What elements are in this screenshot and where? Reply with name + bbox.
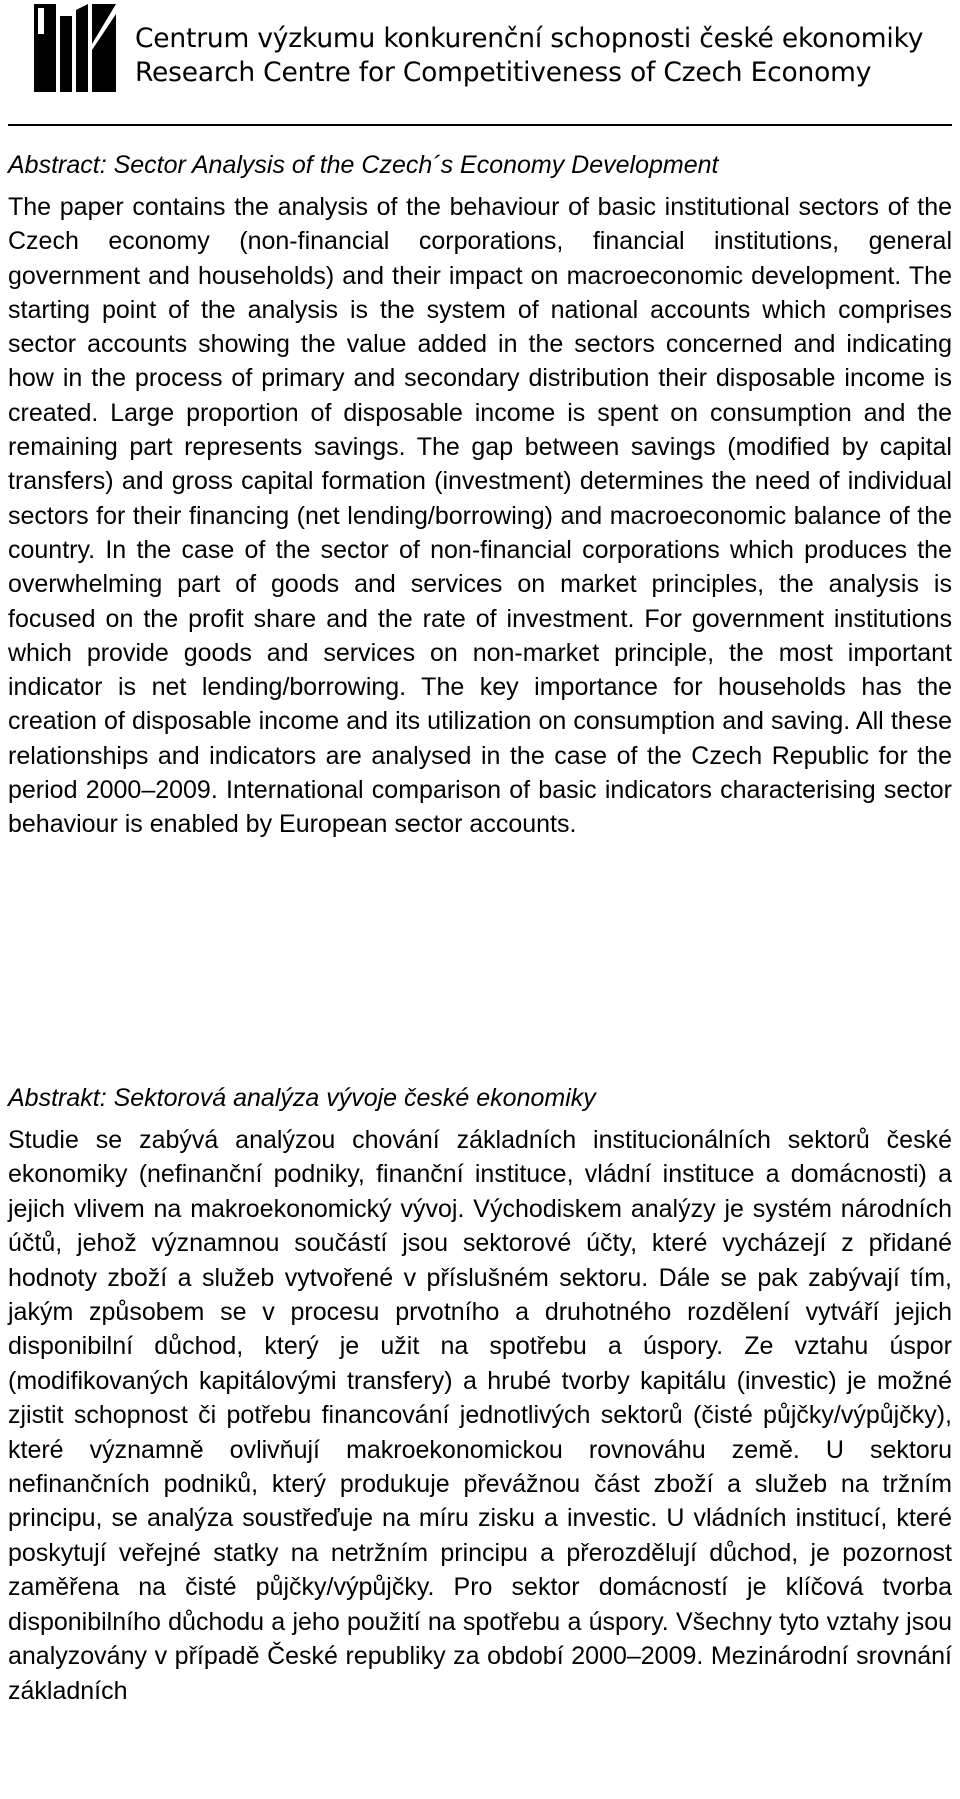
abstract-czech bbox=[8, 1083, 952, 1708]
abstract-english-body: The paper contains the analysis of the behaviour of basic institutional sectors of the Czech economy (non-financial corporations, financial institutions, general government and households) and their impact on macroeconomic development. The starting point of the analysis is the system of national accounts which comprises sector accounts showing the value added in the sectors concerned and indicating how in the process of primary and secondary distribution their disposable income is created. Large proportion of disposable income is spent on consumption and the remaining part represents savings. The gap between savings (modified by capital transfers) and gross capital formation (investment) determines the need of individual sectors for their financing (net lending/borrowing) and macroeconomic balance of the country. In the case of the sector of non-financial corporations which produces the overwhelming part of goods and services on market principles, the analysis is focused on the profit share and the rate of investment. For government institutions which provide goods and services on non-market principle, the most important indicator is net lending/borrowing. The key importance for households has the creation of disposable income and its utilization on consumption and saving. All these relationships and indicators are analysed in the case of the Czech Republic for the period 2000–2009. International comparison of basic indicators characterising sector behaviour is enabled by European sector accounts. bbox=[8, 193, 952, 839]
page-header bbox=[34, 4, 934, 100]
organization-names bbox=[135, 22, 923, 90]
abstract-czech-title: Abstrakt: Sektorová analýza vývoje české ekonomiky bbox=[8, 1084, 596, 1112]
abstract-english-title: Abstract: Sector Analysis of the Czech´s Economy Development bbox=[8, 151, 719, 179]
org-name-czech: Centrum výzkumu konkurenční schopnosti české ekonomiky bbox=[135, 23, 924, 54]
abstract-english bbox=[8, 150, 952, 842]
org-name-english: Research Centre for Competitiveness of Czech Economy bbox=[135, 57, 872, 88]
abstract-czech-body: Studie se zabývá analýzou chování základních institucionálních sektorů české ekonomiky (nefinanční podniky, finanční instituce, vládní instituce a domácnosti) a jejich vlivem na makroekonomický vývoj. Východiskem analýzy je systém národních účtů, jehož významnou součástí jsou sektorové účty, které vycházejí z přidané hodnoty zboží a služeb vytvořené v příslušném sektoru. Dále se pak zabývají tím, jakým způsobem se v procesu prvotního a druhotného rozdělení vytváří jejich disponibilní důchod, který je užit na spotřebu a úspory. Ze vztahu úspor (modifikovaných kapitálovými transfery) a hrubé tvorby kapitálu (investic) je možné zjistit schopnost či potřebu financování jednotlivých sektorů (čisté půjčky/výpůjčky), které významně ovlivňují makroekonomickou rovnováhu země. U sektoru nefinančních podniků, který produkuje převážnou část zboží a služeb na tržním principu, se analýza soustřeďuje na míru zisku a investic. U vládních institucí, které poskytují veřejné statky na netržním principu a přerozdělují důchod, je pozornost zaměřena na čisté půjčky/výpůjčky. Pro sektor domácností je klíčová tvorba disponibilního důchodu a jeho použití na spotřebu a úspory. Všechny tyto vztahy jsou analyzovány v případě České republiky za období 2000–2009. Mezinárodní srovnání základních bbox=[8, 1126, 952, 1705]
crvce-logo-icon bbox=[34, 4, 116, 96]
header-divider bbox=[8, 124, 952, 126]
